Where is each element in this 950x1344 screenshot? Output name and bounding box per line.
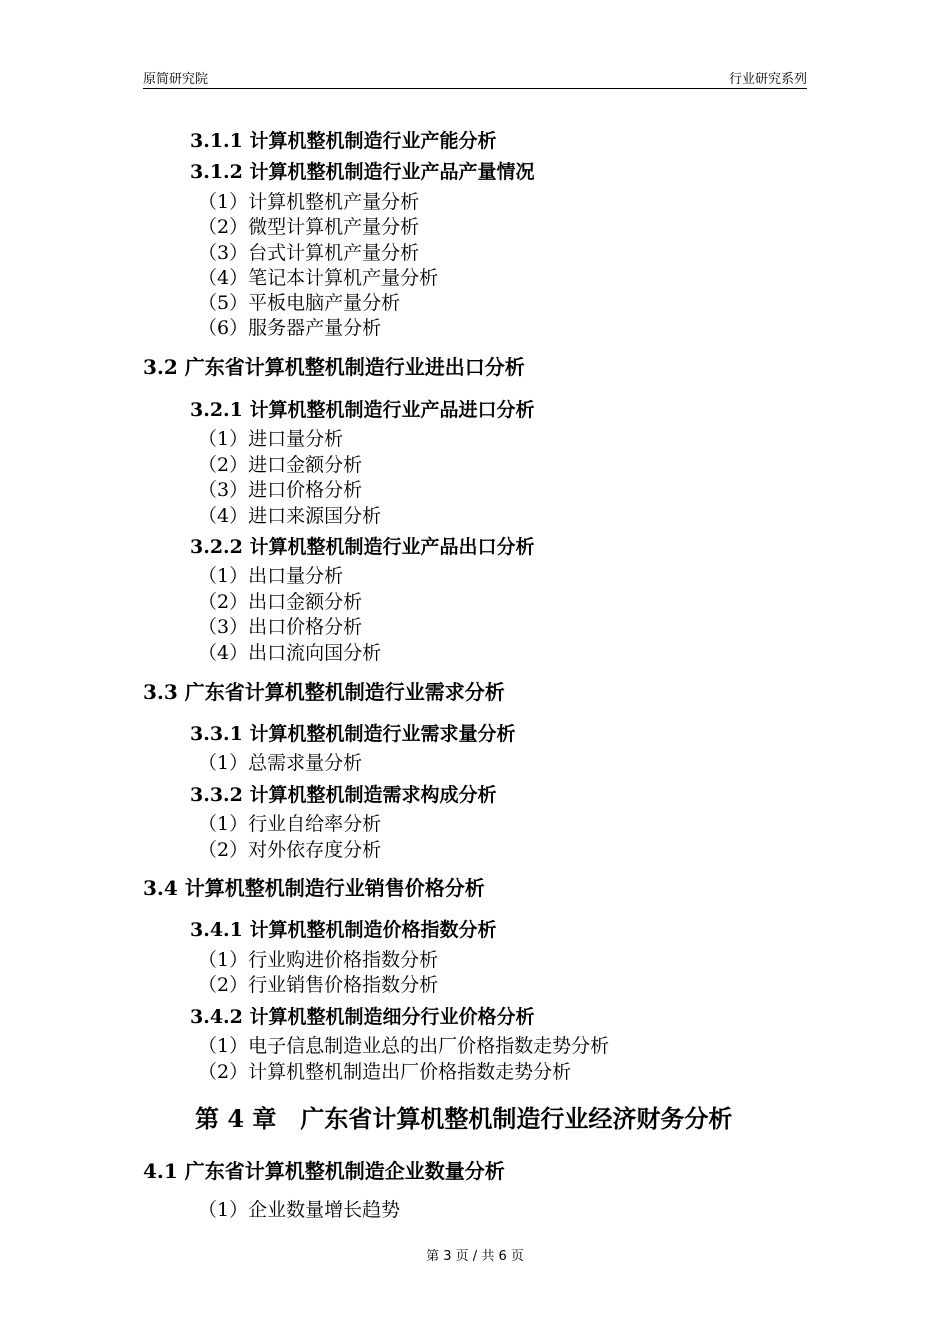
toc-section: 3.3 广东省计算机整机制造行业需求分析 xyxy=(143,680,505,704)
toc-item: （1）电子信息制造业总的出厂价格指数走势分析 xyxy=(198,1035,610,1057)
toc-item: （1）企业数量增长趋势 xyxy=(198,1199,401,1221)
toc-item: （5）平板电脑产量分析 xyxy=(198,292,401,314)
toc-section: 3.2 广东省计算机整机制造行业进出口分析 xyxy=(143,355,525,379)
toc-section: 4.1 广东省计算机整机制造企业数量分析 xyxy=(143,1159,505,1183)
toc-item: （2）进口金额分析 xyxy=(198,454,363,476)
toc-subsection: 3.4.1 计算机整机制造价格指数分析 xyxy=(190,919,497,941)
toc-item: （1）进口量分析 xyxy=(198,428,344,450)
toc-subsection: 3.2.2 计算机整机制造行业产品出口分析 xyxy=(190,536,535,558)
page-header xyxy=(143,66,807,89)
toc-item: （1）行业自给率分析 xyxy=(198,813,382,835)
toc-subsection: 3.1.1 计算机整机制造行业产能分析 xyxy=(190,130,497,152)
toc-item: （2）出口金额分析 xyxy=(198,591,363,613)
toc-item: （2）行业销售价格指数分析 xyxy=(198,974,439,996)
toc-subsection: 3.3.2 计算机整机制造需求构成分析 xyxy=(190,784,497,806)
toc-subsection: 3.1.2 计算机整机制造行业产品产量情况 xyxy=(190,161,535,183)
toc-item: （4）笔记本计算机产量分析 xyxy=(198,267,439,289)
toc-subsection: 3.3.1 计算机整机制造行业需求量分析 xyxy=(190,723,516,745)
toc-chapter: 第 4 章 广东省计算机整机制造行业经济财务分析 xyxy=(195,1104,733,1133)
toc-item: （6）服务器产量分析 xyxy=(198,317,382,339)
toc-item: （3）出口价格分析 xyxy=(198,616,363,638)
toc-subsection: 3.4.2 计算机整机制造细分行业价格分析 xyxy=(190,1006,535,1028)
toc-item: （2）计算机整机制造出厂价格指数走势分析 xyxy=(198,1061,572,1083)
page-number: 第 3 页 / 共 6 页 xyxy=(426,1249,524,1264)
toc-item: （1）总需求量分析 xyxy=(198,752,363,774)
header-org-name: 原简研究院 xyxy=(143,72,209,87)
toc-item: （1）计算机整机产量分析 xyxy=(198,191,420,213)
toc-item: （4）出口流向国分析 xyxy=(198,642,382,664)
toc-item: （2）微型计算机产量分析 xyxy=(198,216,420,238)
toc-item: （1）行业购进价格指数分析 xyxy=(198,949,439,971)
toc-item: （3）进口价格分析 xyxy=(198,479,363,501)
header-series-name: 行业研究系列 xyxy=(728,72,807,87)
toc-item: （4）进口来源国分析 xyxy=(198,505,382,527)
toc-item: （3）台式计算机产量分析 xyxy=(198,242,420,264)
toc-section: 3.4 计算机整机制造行业销售价格分析 xyxy=(143,876,485,900)
toc-item: （1）出口量分析 xyxy=(198,565,344,587)
toc-item: （2）对外依存度分析 xyxy=(198,839,382,861)
toc-subsection: 3.2.1 计算机整机制造行业产品进口分析 xyxy=(190,399,535,421)
